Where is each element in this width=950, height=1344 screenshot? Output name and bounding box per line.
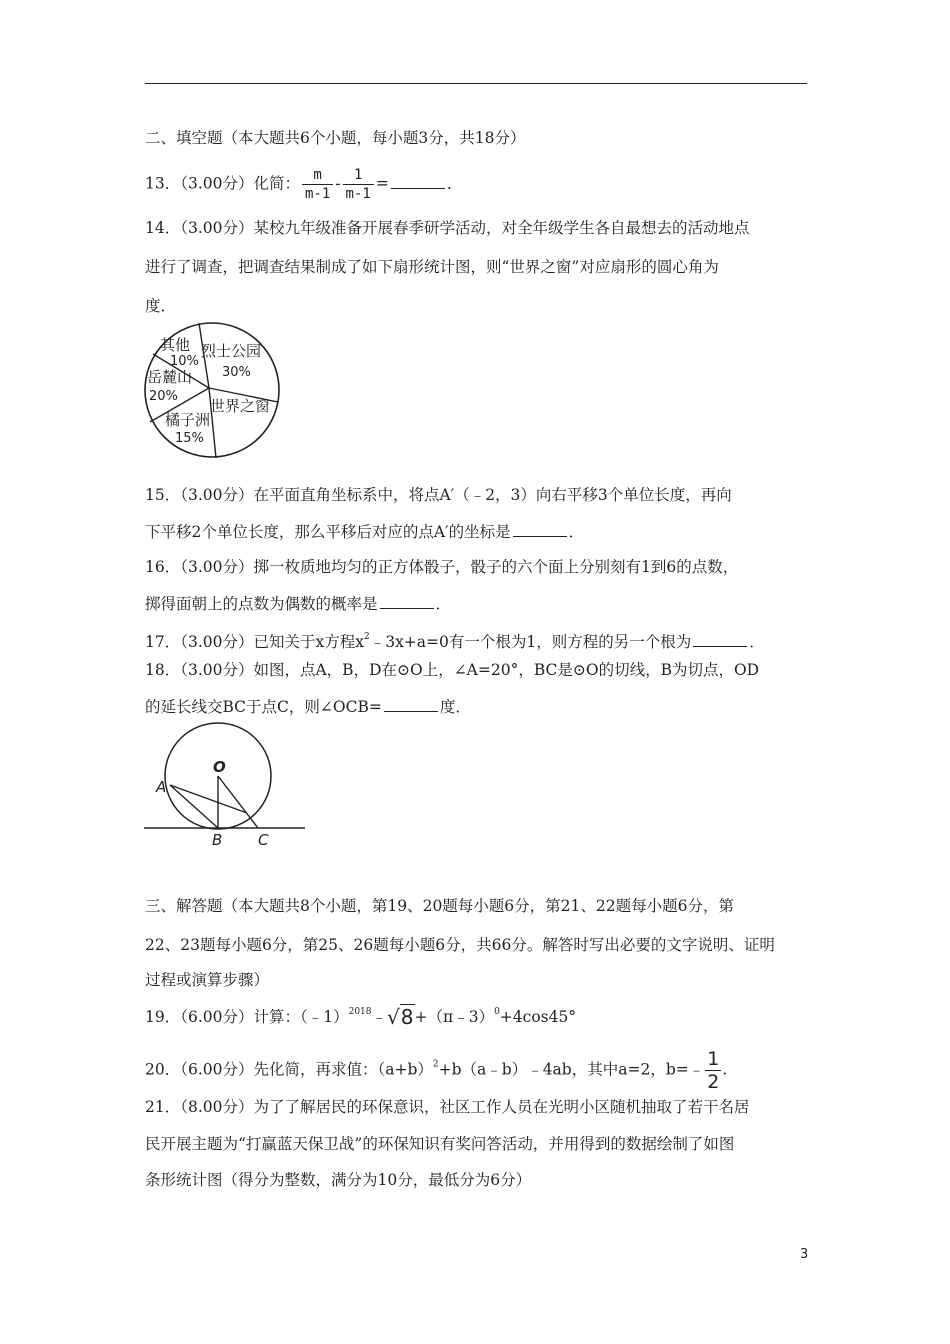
section3-line-1: 三、解答题（本大题共8个小题，第19、20题每小题6分，第21、22题每小题6分，第 bbox=[145, 897, 734, 915]
slice-value-island: 15% bbox=[175, 431, 204, 446]
label-a: A bbox=[156, 778, 167, 796]
q19-radicand: 8 bbox=[400, 1005, 414, 1029]
q19-zero-exponent: 0 bbox=[494, 1007, 500, 1017]
segment-oc bbox=[218, 776, 258, 828]
question-17 bbox=[145, 627, 765, 652]
q19-exponent: 2018 bbox=[348, 1007, 372, 1017]
page-number: 3 bbox=[800, 1247, 809, 1262]
q19-after: +（π﹣3） bbox=[414, 1008, 495, 1026]
q15-line-2 bbox=[145, 522, 584, 542]
q21-line-1: 21．（8.00分）为了了解居民的环保意识，社区工作人员在光明小区随机抽取了若干名居 bbox=[145, 1098, 750, 1116]
q13-end: ． bbox=[446, 174, 463, 193]
q17-rest: ﹣3x+a=0有一个根为1，则方程的另一个根为 bbox=[369, 633, 692, 651]
label-b: B bbox=[212, 831, 223, 849]
q20-exponent: 2 bbox=[432, 1059, 439, 1070]
q13-frac1-numerator: m bbox=[302, 166, 333, 185]
slice-value-other: 10% bbox=[170, 354, 199, 369]
q14-line-2: 进行了调查，把调查结果制成了如下扇形统计图，则“世界之窗”对应扇形的圆心角为 bbox=[145, 258, 719, 276]
slice-label-park: 烈士公园 bbox=[201, 342, 262, 360]
q16-line-2-text: 掷得面朝上的点数为偶数的概率是 bbox=[145, 595, 378, 613]
label-c: C bbox=[258, 831, 269, 849]
q20-mid: +b（a﹣b）﹣4ab，其中a=2，b=﹣ bbox=[438, 1060, 705, 1079]
slice-value-yuelu: 20% bbox=[149, 389, 178, 404]
question-20 bbox=[145, 1048, 727, 1093]
q13-frac2-numerator: 1 bbox=[343, 166, 374, 185]
q15-answer-blank bbox=[513, 522, 567, 537]
q20-frac-denominator: 2 bbox=[707, 1071, 720, 1093]
q19-minus: ﹣ bbox=[371, 1008, 388, 1026]
slice-label-other: 其他 bbox=[160, 336, 191, 354]
q17-prefix: 17．（3.00分）已知关于x方程x bbox=[145, 633, 364, 651]
q13-minus: - bbox=[335, 174, 341, 193]
q18-end: 度． bbox=[439, 698, 471, 716]
q18-answer-blank bbox=[384, 697, 438, 712]
q17-answer-blank bbox=[693, 632, 747, 647]
q14-line-1: 14．（3.00分）某校九年级准备开展春季研学活动，对全年级学生各自最想去的活动地点 bbox=[145, 219, 750, 237]
q16-answer-blank bbox=[380, 594, 434, 609]
q16-line-1: 16．（3.00分）掷一枚质地均匀的正方体骰子，骰子的六个面上分别刻有1到6的点数， bbox=[145, 558, 739, 576]
q16-end: ． bbox=[435, 595, 452, 613]
q14-line-3: 度． bbox=[145, 297, 177, 315]
q21-line-2: 民开展主题为“打赢蓝天保卫战”的环保知识有奖问答活动，并用得到的数据绘制了如图 bbox=[145, 1135, 735, 1153]
q13-fraction-1 bbox=[302, 166, 333, 203]
q18-line-2-text: 的延长线交BC于点C，则∠OCB= bbox=[145, 698, 382, 716]
q13-frac1-denominator: m-1 bbox=[305, 186, 331, 202]
q13-equals: = bbox=[375, 174, 389, 193]
q15-line-1: 15．（3.00分）在平面直角坐标系中，将点A′（﹣2，3）向右平移3个单位长度，再向 bbox=[145, 486, 732, 504]
q17-end: ． bbox=[749, 633, 765, 651]
circle-tangent-figure bbox=[140, 722, 310, 850]
q20-frac-numerator: 1 bbox=[707, 1048, 720, 1070]
q13-answer-blank bbox=[391, 174, 445, 189]
q13-fraction-2 bbox=[343, 166, 374, 203]
q19-end: +4cos45° bbox=[499, 1008, 577, 1026]
slice-label-island: 橘子洲 bbox=[165, 411, 211, 429]
q20-end: . bbox=[722, 1060, 728, 1079]
header-rule bbox=[145, 83, 807, 84]
sqrt-symbol: √8 bbox=[387, 1005, 414, 1029]
q15-line-2-text: 下平移2个单位长度，那么平移后对应的点A′的坐标是 bbox=[145, 523, 511, 541]
section3-line-2: 22、23题每小题6分，第25、26题每小题6分，共66分。解答时写出必要的文字说明、证明 bbox=[145, 936, 775, 954]
pie-chart bbox=[140, 318, 290, 468]
q17-exponent: 2 bbox=[363, 632, 370, 642]
label-o: O bbox=[213, 758, 226, 776]
question-13 bbox=[145, 166, 462, 203]
q20-prefix: 20．（6.00分）先化简，再求值：（a+b） bbox=[145, 1060, 433, 1079]
q18-line-2 bbox=[145, 697, 471, 717]
question-19 bbox=[145, 1002, 576, 1027]
segment-ab bbox=[170, 785, 218, 828]
q15-end: ． bbox=[568, 523, 585, 541]
slice-label-window: 世界之窗 bbox=[210, 397, 271, 415]
q13-prefix: 13．（3.00分）化简： bbox=[145, 174, 300, 193]
q13-frac2-denominator: m-1 bbox=[345, 186, 371, 202]
slice-value-park: 30% bbox=[222, 365, 251, 380]
section3-line-3: 过程或演算步骤） bbox=[145, 971, 270, 989]
q19-prefix: 19．（6.00分）计算：（﹣1） bbox=[145, 1008, 349, 1026]
q21-line-3: 条形统计图（得分为整数，满分为10分，最低分为6分） bbox=[145, 1171, 532, 1189]
q16-line-2 bbox=[145, 594, 451, 614]
section2-header: 二、填空题（本大题共6个小题，每小题3分，共18分） bbox=[145, 129, 526, 147]
q18-line-1: 18．（3.00分）如图，点A，B，D在⊙O上，∠A=20°，BC是⊙O的切线，B为切点，OD bbox=[145, 661, 760, 679]
q20-fraction bbox=[705, 1048, 721, 1093]
slice-label-yuelu: 岳麓山 bbox=[147, 368, 193, 386]
